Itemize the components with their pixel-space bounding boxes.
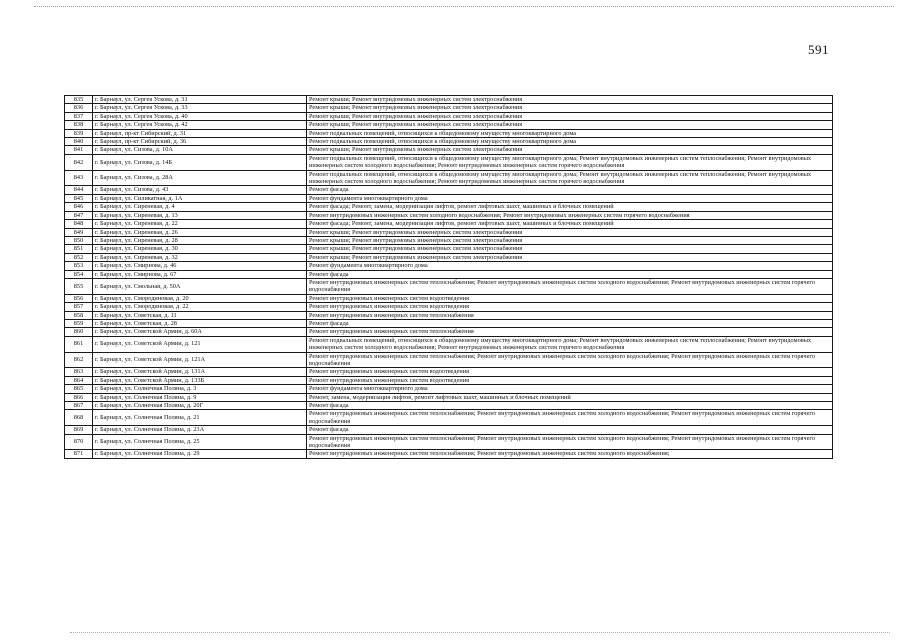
table-row [65, 203, 833, 211]
work-type-cell: Ремонт внутридомовых инженерных систем теплоснабжения; Ремонт внутридомовых инженерных систем холодного водоснабжения; Ремонт внутридомовых инженерных систем горячего водоснабжения [307, 434, 833, 450]
row-number: 837 [65, 112, 93, 120]
table-row [65, 303, 833, 311]
table-row [65, 220, 833, 228]
table-row [65, 138, 833, 146]
address-cell: г. Барнаул, ул. Смирнова, д. 46 [93, 262, 307, 270]
work-type-cell: Ремонт крыши; Ремонт внутридомовых инженерных систем электроснабжения [307, 146, 833, 154]
row-number: 869 [65, 426, 93, 434]
work-type-cell: Ремонт крыши; Ремонт внутридомовых инженерных систем электроснабжения [307, 236, 833, 244]
work-type-cell: Ремонт фасада [307, 402, 833, 410]
address-cell: г. Барнаул, пр-кт Сибирский, д. 36 [93, 138, 307, 146]
work-type-cell: Ремонт подвальных помещений, относящихся к общедомовому имуществу многоквартирного дома; Ремонт внутридомовых инженерных систем теплоснабжения; Ремонт внутридомовых инженерных систем холодного водоснабжения; Ремонт внутридомовых инженерных систем горячего водоснабжения [307, 154, 833, 170]
work-type-cell: Ремонт фасада [307, 319, 833, 327]
table-row [65, 96, 833, 104]
row-number: 848 [65, 220, 93, 228]
address-cell: г. Барнаул, ул. Сизова, д. 43 [93, 186, 307, 194]
row-number: 839 [65, 129, 93, 137]
row-number: 849 [65, 228, 93, 236]
address-cell: г. Барнаул, ул. Советской Армии, д. 131А [93, 368, 307, 376]
table-body [65, 96, 833, 459]
row-number: 842 [65, 154, 93, 170]
address-cell: г. Барнаул, пр-кт Сибирский, д. 31 [93, 129, 307, 137]
work-type-cell: Ремонт внутридомовых инженерных систем теплоснабжения; Ремонт внутридомовых инженерных систем холодного водоснабжения; Ремонт внутридомовых инженерных систем горячего водоснабжения [307, 352, 833, 368]
address-cell: г. Барнаул, ул. Силикатная, д. 1А [93, 194, 307, 202]
table-row [65, 112, 833, 120]
table-row [65, 336, 833, 352]
row-number: 855 [65, 278, 93, 294]
row-number: 862 [65, 352, 93, 368]
row-number: 850 [65, 236, 93, 244]
row-number: 851 [65, 245, 93, 253]
row-number: 863 [65, 368, 93, 376]
table-row [65, 368, 833, 376]
work-type-cell: Ремонт фасада [307, 426, 833, 434]
work-type-cell: Ремонт подвальных помещений, относящихся к общедомовому имуществу многоквартирного дома; Ремонт внутридомовых инженерных систем теплоснабжения; Ремонт внутридомовых инженерных систем холодного водоснабжения; Ремонт внутридомовых инженерных систем горячего водоснабжения [307, 170, 833, 186]
row-number: 852 [65, 253, 93, 261]
address-cell: г. Барнаул, ул. Сиреневая, д. 32 [93, 253, 307, 261]
row-number: 859 [65, 319, 93, 327]
address-cell: г. Барнаул, ул. Советской Армии, д. 121А [93, 352, 307, 368]
table-row [65, 328, 833, 336]
row-number: 857 [65, 303, 93, 311]
table-row [65, 236, 833, 244]
table-row [65, 294, 833, 302]
work-type-cell: Ремонт внутридомовых инженерных систем водоотведения [307, 368, 833, 376]
work-type-cell: Ремонт крыши; Ремонт внутридомовых инженерных систем электроснабжения [307, 104, 833, 112]
scan-top-border [34, 6, 894, 7]
address-cell: г. Барнаул, ул. Солнечная Поляна, д. 9 [93, 393, 307, 401]
table-row [65, 186, 833, 194]
table-row [65, 194, 833, 202]
address-cell: г. Барнаул, ул. Солнечная Поляна, д. 20Г [93, 402, 307, 410]
row-number: 840 [65, 138, 93, 146]
table-row [65, 129, 833, 137]
table-row [65, 228, 833, 236]
address-cell: г. Барнаул, ул. Смольная, д. 50А [93, 278, 307, 294]
row-number: 836 [65, 104, 93, 112]
address-cell: г. Барнаул, ул. Солнечная Поляна, д. 29 [93, 450, 307, 458]
table-row [65, 410, 833, 426]
address-cell: г. Барнаул, ул. Сизова, д. 10А [93, 146, 307, 154]
address-cell: г. Барнаул, ул. Сиреневая, д. 4 [93, 203, 307, 211]
table-row [65, 385, 833, 393]
row-number: 860 [65, 328, 93, 336]
work-type-cell: Ремонт фундамента многоквартирного дома [307, 194, 833, 202]
work-type-cell: Ремонт крыши; Ремонт внутридомовых инженерных систем электроснабжения [307, 245, 833, 253]
table-row [65, 121, 833, 129]
table-row [65, 434, 833, 450]
work-type-cell: Ремонт крыши; Ремонт внутридомовых инженерных систем электроснабжения [307, 112, 833, 120]
work-type-cell: Ремонт подвальных помещений, относящихся к общедомовому имуществу многоквартирного дома; Ремонт внутридомовых инженерных систем теплоснабжения; Ремонт внутридомовых инженерных систем холодного водоснабжения; Ремонт внутридомовых инженерных систем горячего водоснабжения [307, 336, 833, 352]
table-row [65, 245, 833, 253]
row-number: 868 [65, 410, 93, 426]
work-type-cell: Ремонт фасада [307, 186, 833, 194]
table-row [65, 154, 833, 170]
row-number: 845 [65, 194, 93, 202]
work-type-cell: Ремонт внутридомовых инженерных систем водоотведения [307, 294, 833, 302]
work-type-cell: Ремонт подвальных помещений, относящихся к общедомовому имуществу многоквартирного дома [307, 129, 833, 137]
work-type-cell: Ремонт крыши; Ремонт внутридомовых инженерных систем электроснабжения [307, 96, 833, 104]
address-cell: г. Барнаул, ул. Сизова, д. 14Б [93, 154, 307, 170]
row-number: 835 [65, 96, 93, 104]
address-cell: г. Барнаул, ул. Солнечная Поляна, д. 25 [93, 434, 307, 450]
table-row [65, 146, 833, 154]
table-row [65, 352, 833, 368]
table-row [65, 376, 833, 384]
work-type-cell: Ремонт фасада [307, 270, 833, 278]
address-cell: г. Барнаул, ул. Советской Армии, д. 133Б [93, 376, 307, 384]
address-cell: г. Барнаул, ул. Советская, д. 11 [93, 311, 307, 319]
address-cell: г. Барнаул, ул. Солнечная Поляна, д. 3 [93, 385, 307, 393]
repair-registry-table [64, 95, 833, 459]
address-cell: г. Барнаул, ул. Сиреневая, д. 26 [93, 228, 307, 236]
table-row [65, 402, 833, 410]
address-cell: г. Барнаул, ул. Сергея Ускова, д. 42 [93, 121, 307, 129]
work-type-cell: Ремонт крыши; Ремонт внутридомовых инженерных систем электроснабжения [307, 228, 833, 236]
work-type-cell: Ремонт внутридомовых инженерных систем теплоснабжения [307, 328, 833, 336]
row-number: 843 [65, 170, 93, 186]
work-type-cell: Ремонт внутридомовых инженерных систем теплоснабжения [307, 311, 833, 319]
address-cell: г. Барнаул, ул. Советской Армии, д. 60А [93, 328, 307, 336]
work-type-cell: Ремонт, замена, модернизация лифтов, ремонт лифтовых шахт, машинных и блочных помещений [307, 393, 833, 401]
work-type-cell: Ремонт внутридомовых инженерных систем холодного водоснабжения; Ремонт внутридомовых инженерных систем горячего водоснабжения [307, 211, 833, 219]
table-row [65, 319, 833, 327]
address-cell: г. Барнаул, ул. Сиреневая, д. 28 [93, 236, 307, 244]
address-cell: г. Барнаул, ул. Смородиновая, д. 20 [93, 294, 307, 302]
row-number: 854 [65, 270, 93, 278]
row-number: 870 [65, 434, 93, 450]
row-number: 858 [65, 311, 93, 319]
table-row [65, 311, 833, 319]
table-row [65, 393, 833, 401]
address-cell: г. Барнаул, ул. Смородиновая, д. 22 [93, 303, 307, 311]
table-row [65, 211, 833, 219]
table-row [65, 270, 833, 278]
row-number: 856 [65, 294, 93, 302]
row-number: 871 [65, 450, 93, 458]
address-cell: г. Барнаул, ул. Сиреневая, д. 30 [93, 245, 307, 253]
row-number: 865 [65, 385, 93, 393]
table-row [65, 262, 833, 270]
row-number: 867 [65, 402, 93, 410]
address-cell: г. Барнаул, ул. Советская, д. 28 [93, 319, 307, 327]
work-type-cell: Ремонт внутридомовых инженерных систем водоотведения [307, 303, 833, 311]
address-cell: г. Барнаул, ул. Сергея Ускова, д. 31 [93, 96, 307, 104]
page-number: 591 [808, 42, 829, 57]
row-number: 841 [65, 146, 93, 154]
table-row [65, 253, 833, 261]
row-number: 853 [65, 262, 93, 270]
table-row [65, 278, 833, 294]
row-number: 864 [65, 376, 93, 384]
address-cell: г. Барнаул, ул. Сиреневая, д. 22 [93, 220, 307, 228]
work-type-cell: Ремонт крыши; Ремонт внутридомовых инженерных систем электроснабжения [307, 121, 833, 129]
address-cell: г. Барнаул, ул. Сергея Ускова, д. 33 [93, 104, 307, 112]
work-type-cell: Ремонт внутридомовых инженерных систем теплоснабжения; Ремонт внутридомовых инженерных систем холодного водоснабжения; Ремонт внутридомовых инженерных систем горячего водоснабжения [307, 410, 833, 426]
address-cell: г. Барнаул, ул. Сергея Ускова, д. 40 [93, 112, 307, 120]
row-number: 838 [65, 121, 93, 129]
row-number: 844 [65, 186, 93, 194]
table-row [65, 170, 833, 186]
address-cell: г. Барнаул, ул. Советской Армии, д. 121 [93, 336, 307, 352]
address-cell: г. Барнаул, ул. Солнечная Поляна, д. 23А [93, 426, 307, 434]
scan-bottom-border [70, 632, 890, 633]
address-cell: г. Барнаул, ул. Сиреневая, д. 13 [93, 211, 307, 219]
address-cell: г. Барнаул, ул. Сизова, д. 28А [93, 170, 307, 186]
work-type-cell: Ремонт внутридомовых инженерных систем теплоснабжения; Ремонт внутридомовых инженерных систем холодного водоснабжения; [307, 450, 833, 458]
table-row [65, 450, 833, 458]
work-type-cell: Ремонт крыши; Ремонт внутридомовых инженерных систем электроснабжения [307, 253, 833, 261]
work-type-cell: Ремонт фасада; Ремонт, замена, модернизация лифтов, ремонт лифтовых шахт, машинных и блочных помещений [307, 220, 833, 228]
row-number: 861 [65, 336, 93, 352]
work-type-cell: Ремонт подвальных помещений, относящихся к общедомовому имуществу многоквартирного дома [307, 138, 833, 146]
address-cell: г. Барнаул, ул. Солнечная Поляна, д. 21 [93, 410, 307, 426]
work-type-cell: Ремонт фундамента многоквартирного дома [307, 385, 833, 393]
table-row [65, 426, 833, 434]
row-number: 847 [65, 211, 93, 219]
row-number: 866 [65, 393, 93, 401]
table-row [65, 104, 833, 112]
work-type-cell: Ремонт внутридомовых инженерных систем теплоснабжения; Ремонт внутридомовых инженерных систем холодного водоснабжения; Ремонт внутридомовых инженерных систем горячего водоснабжения [307, 278, 833, 294]
row-number: 846 [65, 203, 93, 211]
address-cell: г. Барнаул, ул. Смирнова, д. 67 [93, 270, 307, 278]
work-type-cell: Ремонт внутридомовых инженерных систем водоотведения [307, 376, 833, 384]
work-type-cell: Ремонт фундамента многоквартирного дома [307, 262, 833, 270]
work-type-cell: Ремонт фасада; Ремонт, замена, модернизация лифтов, ремонт лифтовых шахт, машинных и блочных помещений [307, 203, 833, 211]
